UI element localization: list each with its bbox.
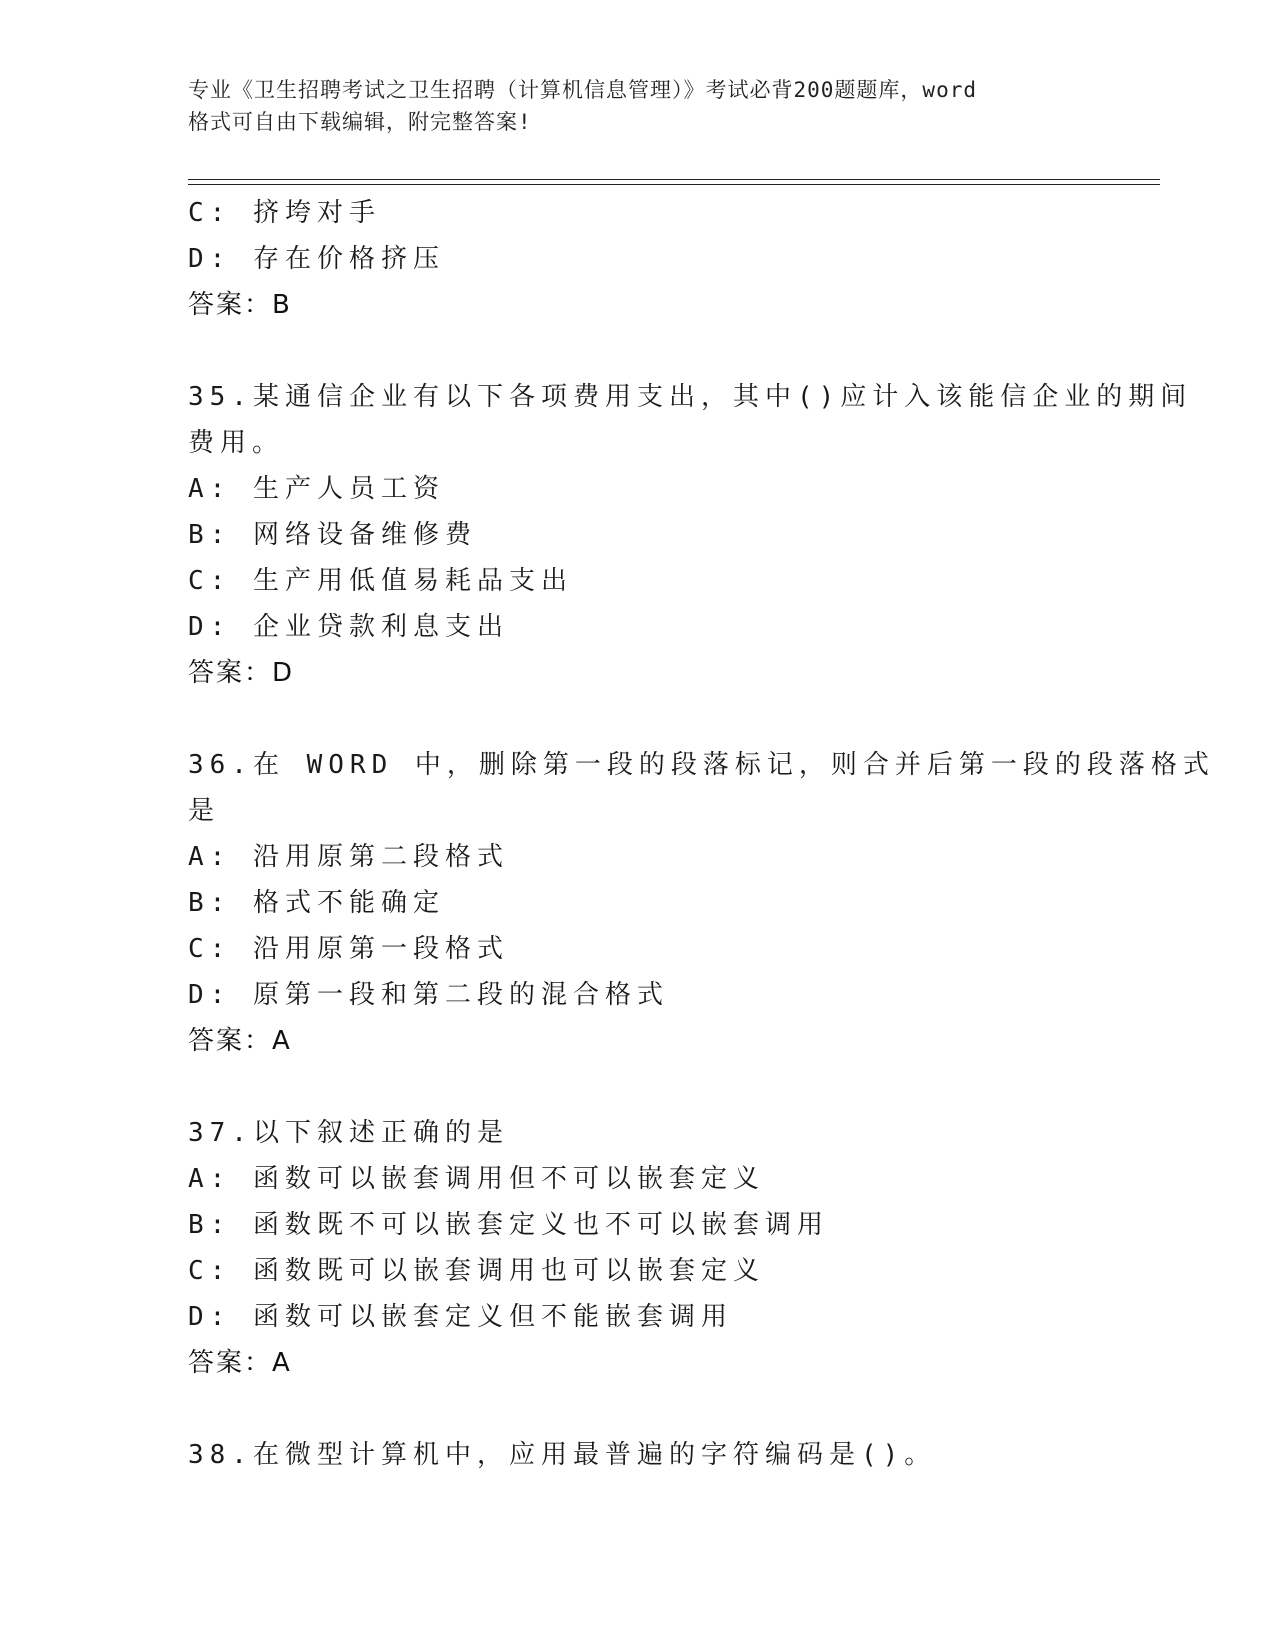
spacer <box>188 696 1088 742</box>
option-b: B: 格式不能确定 <box>188 888 445 918</box>
option-a: A: 函数可以嵌套调用但不可以嵌套定义 <box>188 1164 765 1194</box>
question-stem-line-1: 35.某通信企业有以下各项费用支出，其中()应计入该能信企业的期间 <box>188 382 1193 412</box>
option-c: C: 沿用原第一段格式 <box>188 934 509 964</box>
question-stem-line-2: 费用。 <box>188 428 285 458</box>
answer-line: 答案：D <box>188 658 295 688</box>
question-stem-line-2: 是 <box>188 796 221 826</box>
spacer <box>188 328 1088 374</box>
question-34-continuation <box>188 190 1088 328</box>
header-title-line-2: 格式可自由下载编辑，附完整答案! <box>188 110 532 134</box>
option-b: B: 网络设备维修费 <box>188 520 477 550</box>
header-title-line-1: 专业《卫生招聘考试之卫生招聘（计算机信息管理）》考试必背200题题库，word <box>188 78 977 102</box>
option-d: D: 企业贷款利息支出 <box>188 612 509 642</box>
question-38 <box>188 1432 1088 1478</box>
option-a: A: 生产人员工资 <box>188 474 445 504</box>
question-stem-line-1: 36.在 WORD 中，删除第一段的段落标记，则合并后第一段的段落格式 <box>188 750 1215 780</box>
answer-line: 答案：A <box>188 1348 292 1378</box>
option-d: D: 函数可以嵌套定义但不能嵌套调用 <box>188 1302 733 1332</box>
header-divider-top <box>188 179 1160 180</box>
question-36 <box>188 742 1215 1064</box>
question-stem-line-1: 38.在微型计算机中，应用最普遍的字符编码是()。 <box>188 1440 937 1470</box>
answer-line: 答案：A <box>188 1026 292 1056</box>
option-d: D: 存在价格挤压 <box>188 244 445 274</box>
option-c: C: 函数既可以嵌套调用也可以嵌套定义 <box>188 1256 765 1286</box>
question-stem-line-1: 37.以下叙述正确的是 <box>188 1118 509 1148</box>
question-35 <box>188 374 1193 696</box>
answer-line: 答案：B <box>188 290 292 320</box>
spacer <box>188 1386 1088 1432</box>
option-b: B: 函数既不可以嵌套定义也不可以嵌套调用 <box>188 1210 829 1240</box>
question-37 <box>188 1110 1088 1386</box>
header-divider-bottom <box>188 184 1160 185</box>
spacer <box>188 1064 1088 1110</box>
document-header <box>188 74 1088 138</box>
option-c: C: 生产用低值易耗品支出 <box>188 566 573 596</box>
option-d: D: 原第一段和第二段的混合格式 <box>188 980 669 1010</box>
option-c: C: 挤垮对手 <box>188 198 381 228</box>
question-list <box>188 190 1215 1478</box>
option-a: A: 沿用原第二段格式 <box>188 842 509 872</box>
